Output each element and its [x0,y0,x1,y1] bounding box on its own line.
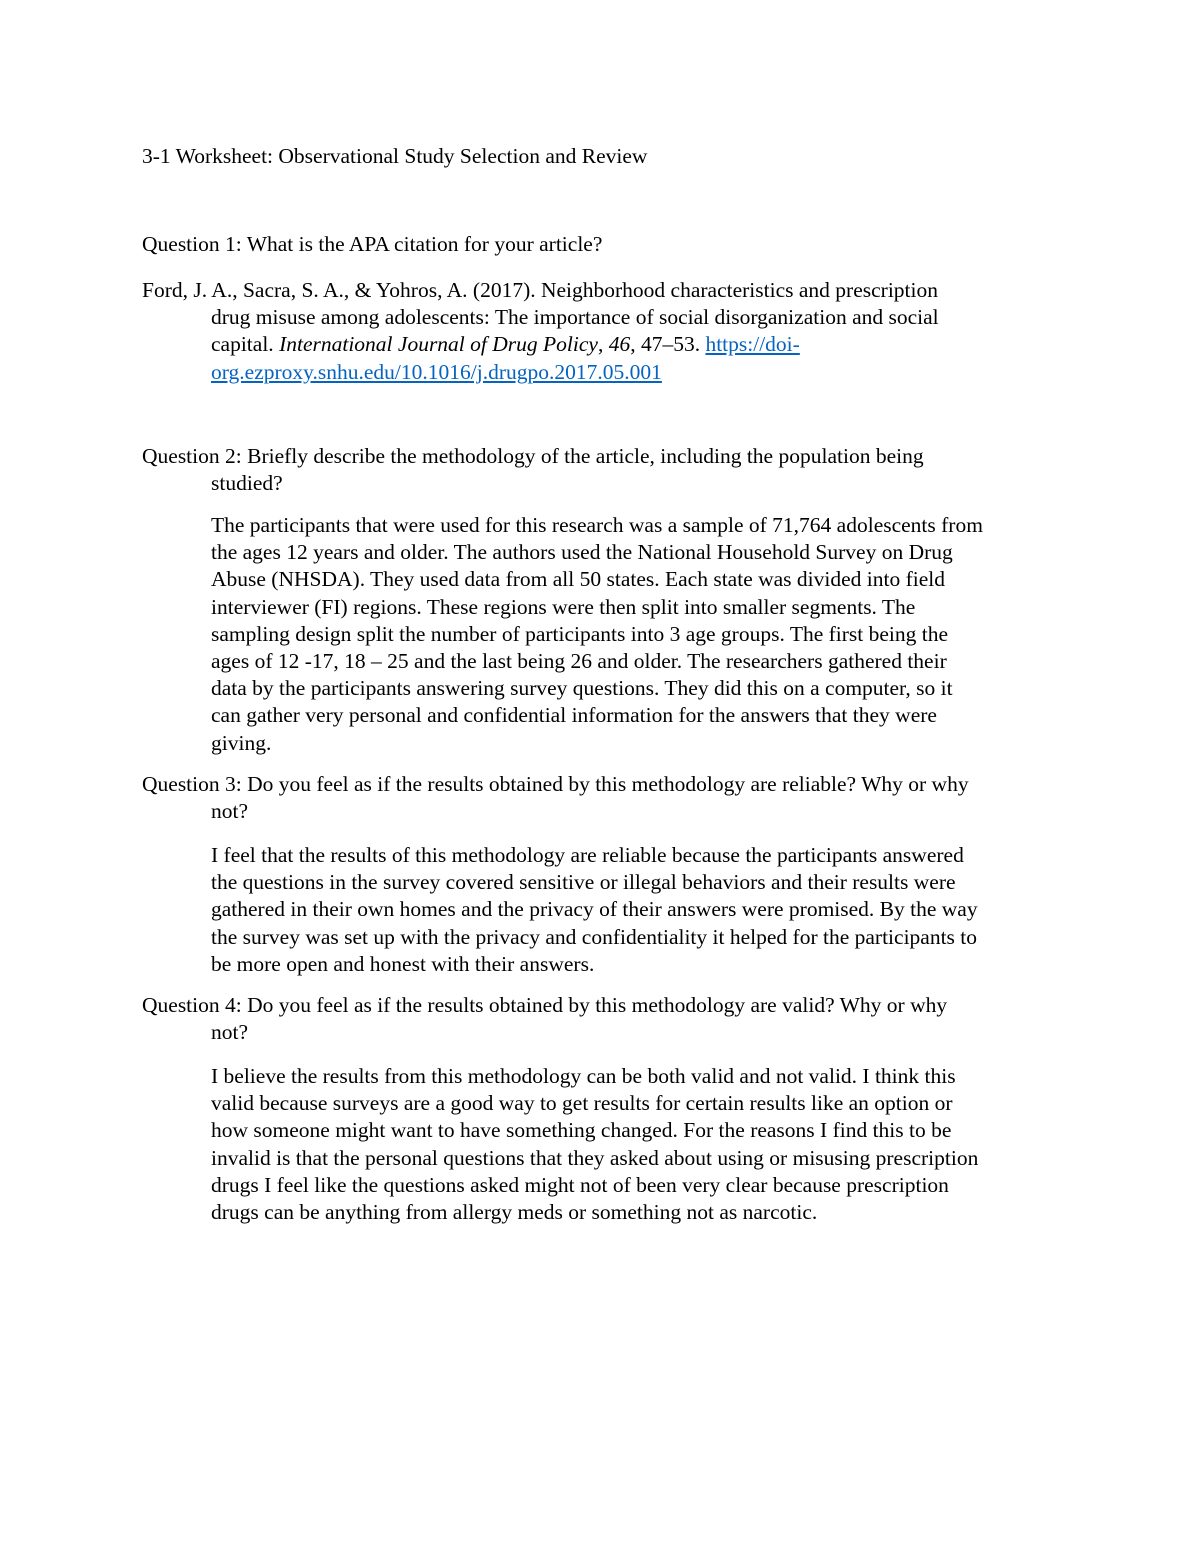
answer-line: invalid is that the personal questions that they asked about using or misusing prescription [211,1145,979,1170]
answer-line: drugs I feel like the questions asked might not of been very clear because prescription [211,1172,949,1197]
answer-2 [142,512,1131,757]
answer-line: The participants that were used for this research was a sample of 71,764 adolescents from [211,513,983,537]
citation-capital-text: capital. [211,332,280,357]
answer-line: can gather very personal and confidential information for the answers that they were [211,703,937,728]
answer-line: I feel that the results of this methodology are reliable because the participants answered [211,843,964,867]
answer-line: Abuse (NHSDA). They used data from all 50 states. Each state was divided into field [211,567,946,592]
doi-link-part-1[interactable]: https://doi- [705,332,800,357]
answer-3 [142,842,1131,978]
citation-pages: , 47–53. [630,332,706,357]
journal-volume: 46 [608,332,631,357]
answer-line: how someone might want to have something changed. For the reasons I find this to be [211,1118,952,1143]
question-3-line-1: Question 3: Do you feel as if the results obtained by this methodology are reliable? Why or why [142,772,969,796]
answer-line: I believe the results from this methodology can be both valid and not valid. I think this [211,1064,956,1088]
answer-line: data by the participants answering survey questions. They did this on a computer, so it [211,676,953,701]
apa-citation [142,277,1062,386]
title-text: 3-1 Worksheet: Observational Study Selection and Review [142,144,648,168]
question-4-line-2: not? [211,1020,249,1045]
answer-line: drugs can be anything from allergy meds or something not as narcotic. [211,1200,818,1225]
question-2-line-2: studied? [211,471,283,496]
answer-line: interviewer (FI) regions. These regions were then split into smaller segments. The [211,594,916,619]
answer-line: the ages 12 years and older. The authors used the National Household Survey on Drug [211,540,953,565]
answer-4 [142,1063,1131,1226]
citation-separator: , [597,332,609,357]
question-3-line-2: not? [211,799,249,824]
citation-line-1: Ford, J. A., Sacra, S. A., & Yohros, A. (2017). Neighborhood characteristics and prescription [142,278,938,302]
answer-line: ages of 12 -17, 18 – 25 and the last being 26 and older. The researchers gathered their [211,649,947,674]
question-4-line-1: Question 4: Do you feel as if the results obtained by this methodology are valid? Why or why [142,993,948,1017]
answer-line: sampling design split the number of participants into 3 age groups. The first being the [211,621,949,646]
document-title [142,143,1062,170]
doi-link-part-2[interactable]: org.ezproxy.snhu.edu/10.1016/j.drugpo.2017.05.001 [211,359,662,384]
question-3 [142,771,1062,825]
question-2 [142,443,1062,497]
question-2-line-1: Question 2: Briefly describe the methodology of the article, including the population being [142,444,924,468]
question-4 [142,992,1062,1046]
question-1 [142,231,1062,258]
answer-line: giving. [211,730,272,755]
answer-line: gathered in their own homes and the privacy of their answers were promised. By the way [211,897,978,922]
answer-line: the survey was set up with the privacy and confidentiality it helped for the participants to [211,924,978,949]
citation-line-4 [142,359,1062,386]
answer-line: be more open and honest with their answers. [211,951,595,976]
question-1-text: Question 1: What is the APA citation for your article? [142,232,603,256]
journal-name: International Journal of Drug Policy [279,332,598,357]
answer-line: the questions in the survey covered sensitive or illegal behaviors and their results were [211,870,956,895]
answer-line: valid because surveys are a good way to get results for certain results like an option or [211,1091,953,1116]
citation-line-2: drug misuse among adolescents: The importance of social disorganization and social [211,305,939,330]
citation-line-3 [142,331,1062,358]
